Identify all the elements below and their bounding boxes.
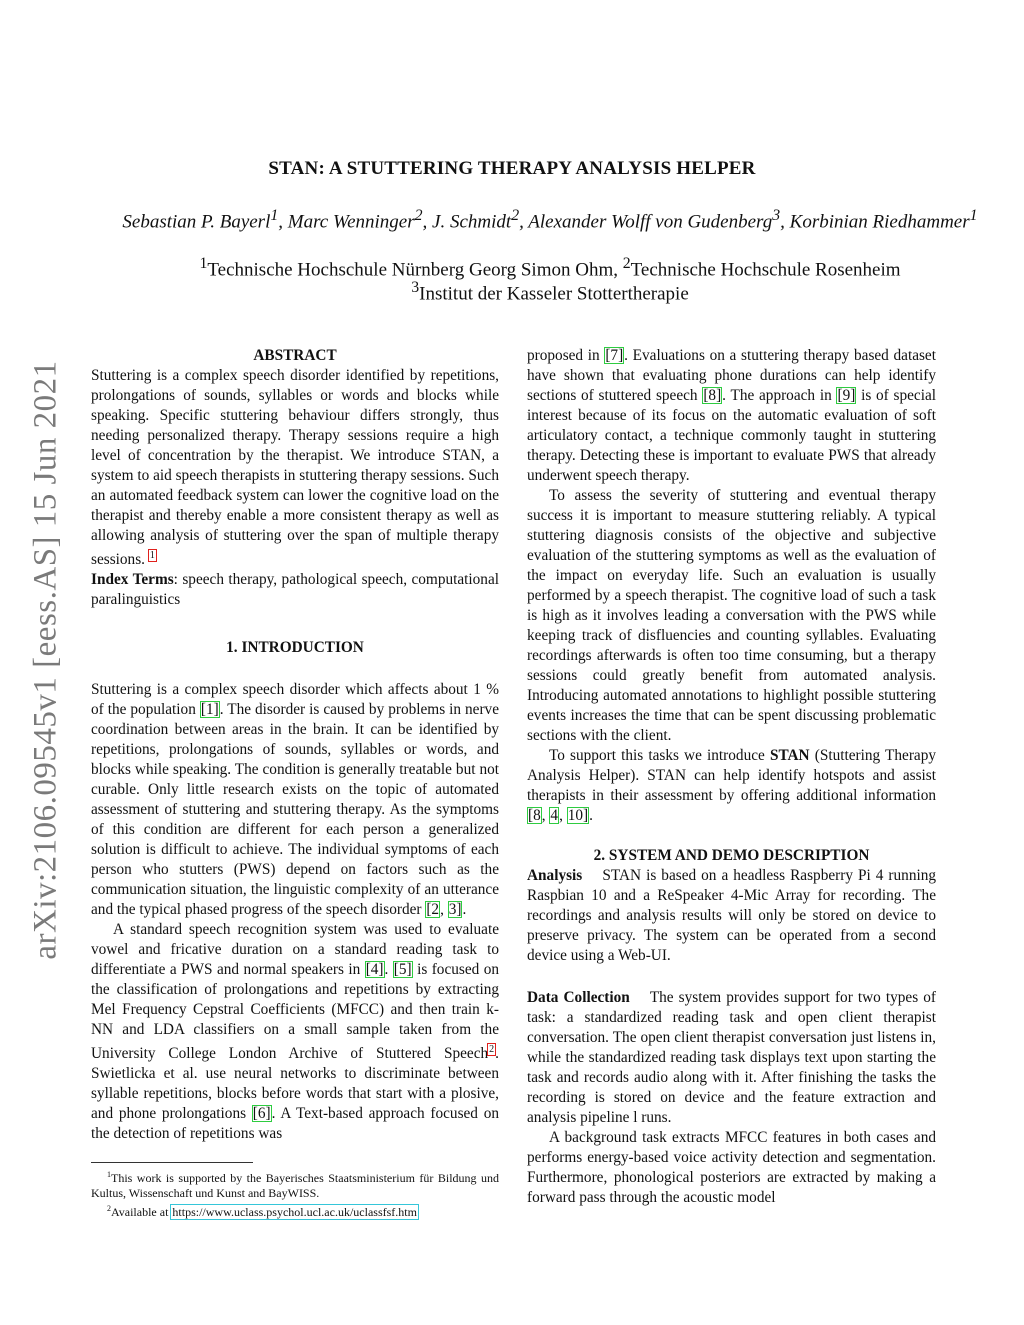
text: Stuttering is a complex speech disorder which affects about 1 % of the population — [91, 681, 499, 719]
footnote-sup: 1 — [107, 1170, 111, 1180]
abstract-body: Stuttering is a complex speech disorder identified by repetitions, prolongations of sounds, syllables or words and blocks while speaking. Specific stuttering behaviour differs strongly, thus needing personalized therapy. Therapy sessions require a high level of concentration by the therapist. We introduce STAN, a system to aid speech therapists in stuttering therapy sessions. Such an automated feedback system can lower the cognitive load on the therapist and thereby enable a more consistent therapy as well as allowing analysis of stuttering over the span of multiple therapy sessions. — [91, 367, 499, 569]
section-heading-system: 2. SYSTEM AND DEMO DESCRIPTION — [593, 847, 870, 864]
right-column — [527, 346, 936, 1208]
footnote-url-link[interactable]: https://www.uclass.psychol.ucl.ac.uk/uclassfsf.htm — [172, 1205, 417, 1220]
citation-link[interactable]: [8 — [528, 807, 541, 824]
affil-sup: 3 — [411, 279, 420, 296]
affil-text: Institut der Kasseler Stottertherapie — [419, 283, 689, 305]
text: . Evaluations on a stuttering therapy based dataset have shown that evaluating phone durations can help identify sections of stuttered speech — [527, 347, 936, 404]
text: A standard speech recognition system was used to evaluate vowel and fricative duration on a standard reading task to differentiate a PWS and normal speakers in — [91, 921, 499, 979]
author-list: Sebastian P. Bayerl$^1$, Marc Wenninger$^2$, J. Schmidt$^2$, Alexander Wolff von Gudenberg$^3$, Korbinian Riedhammer$^1$ — [122, 207, 978, 233]
citation-link[interactable]: [9] — [837, 387, 856, 404]
citation-link[interactable]: [5] — [393, 961, 412, 979]
index-terms — [91, 570, 499, 610]
intro-paragraph-1: Stuttering is a complex speech disorder which affects about 1 % of the population [1]. The disorder is caused by problems in nerve coordination between areas in the brain. It can be identified by repetitions, prolongations of sounds, syllables or words, and blocks while speaking. The condition is generally treatable but not curable. Only little research exists on the topic of automated assessment of stuttering and stuttering therapy. As the symptoms of this condition are different for each person a generalized solution is difficult to achieve. The individual symptoms of each person who stutters (PWS) depend on factors such as the communication situation, the linguistic complexity of an utterance and the typical phased progress of the speech disorder [2, 3]. — [91, 681, 499, 919]
abstract-heading: ABSTRACT — [253, 347, 337, 364]
footnote-sup: 2 — [107, 1204, 111, 1214]
analysis-label: Analysis — [527, 867, 583, 884]
text: is focused on the classification of prolongations and repetitions by extracting Mel Frequency Cepstral Coefficients (MFCC) and then train k-NN and LDA classifiers on a small sample taken from the University College London Archive of Stuttered Speech — [91, 961, 499, 1063]
text: . — [589, 807, 593, 824]
author-sup: 1 — [270, 207, 279, 224]
arxiv-stamp-text: arXiv:2106.09545v1 [eess.AS] 15 Jun 2021 — [27, 360, 64, 960]
arxiv-stamp — [18, 360, 74, 960]
affil-text: Technische Hochschule Rosenheim — [630, 259, 901, 281]
affil-text: Technische Hochschule Nürnberg Georg Simon Ohm, — [207, 259, 623, 281]
footnote-ref-1[interactable]: 1 — [149, 550, 155, 561]
right-paragraph-last: A background task extracts MFCC features in both cases and performs energy-based voice activity detection and segmentation. Furthermore, phonological posteriors are extracted by making a forward pass through the acoustic model — [527, 1129, 936, 1206]
text: (Stuttering Therapy Analysis Helper). STAN can help identify hotspots and assist therapists in their assessment by offering additional information — [527, 747, 936, 804]
affil-sup: 2 — [622, 255, 631, 272]
paper-title: STAN: A STUTTERING THERAPY ANALYSIS HELPER — [268, 158, 756, 179]
text: . The disorder is caused by problems in nerve coordination between areas in the brain. It can be identified by repetitions, prolongations of sounds, syllables or words, and blocks while speaking. The condition is generally treatable but not curable. Only little research exists on the topic of automated assessment of stuttering and stuttering therapy. As the symptoms of this condition are different for each person a generalized solution is difficult to achieve. The individual symptoms of each person who stutters (PWS) depend on factors such as the communication situation, the linguistic complexity of an utterance and the typical phased progress of the speech disorder — [91, 701, 499, 919]
author: Sebastian P. Bayerl — [122, 211, 271, 233]
author: J. Schmidt — [432, 211, 512, 233]
citation-link[interactable]: [6] — [252, 1105, 271, 1123]
footnote-text: This work is supported by the Bayerisches Staatsministerium für Bildung und Kultus, Wissenschaft und Kunst and BayWISS. — [91, 1171, 499, 1201]
author-sup: 2 — [511, 207, 520, 224]
index-terms-label: Index Terms — [91, 571, 174, 589]
footnote-divider — [91, 1162, 253, 1163]
text: . — [462, 901, 467, 919]
intro-paragraph-2 — [91, 920, 499, 1144]
analysis-paragraph — [527, 866, 936, 966]
author: Alexander Wolff von Gudenberg — [528, 211, 773, 233]
citation-link[interactable]: 10] — [567, 807, 589, 824]
abstract-text — [91, 366, 499, 570]
section-heading-introduction: 1. INTRODUCTION — [226, 639, 364, 657]
affil-sup: 1 — [199, 255, 208, 272]
text: . The approach in — [722, 387, 837, 404]
citation-link[interactable]: [7] — [605, 347, 624, 364]
text: . A Text-based approach focused on the detection of repetitions was — [91, 1105, 499, 1143]
citation-link[interactable]: [4] — [365, 961, 384, 979]
data-collection-text: The system provides support for two types of task: a standardized reading task and open client therapist conversation. The open client therapist conversation just listens in, while the standardized reading task displays text upon starting the task and records audio along with it. After finishing the tasks the recording is stored on device and the feature extraction and analysis pipeline l runs. — [527, 989, 936, 1126]
text: . — [384, 961, 393, 979]
data-collection-label: Data Collection — [527, 989, 630, 1006]
affiliation-line-1 — [120, 255, 980, 281]
affiliation-line-2 — [120, 279, 980, 305]
author: Korbinian Riedhammer — [789, 211, 970, 233]
left-column — [91, 346, 499, 1220]
text: is of special interest because of its focus on the automatic evaluation of soft articulatory contact, a technique commonly taught in stuttering therapy. Detecting these is important to evaluate PWS that already underwent speech therapy. — [527, 387, 936, 484]
citation-link[interactable]: [2 — [426, 901, 440, 919]
text: . Swietlicka et al. use neural networks to discriminate between syllable repetitions, blocks before words that start with a plosive, and phone prolongations — [91, 1045, 499, 1123]
author: Marc Wenninger — [287, 211, 415, 233]
citation-link[interactable]: 4 — [550, 807, 559, 824]
author-sup: 2 — [414, 207, 423, 224]
footnote-text: Available at — [111, 1205, 172, 1220]
text: To support this tasks we introduce — [549, 747, 770, 764]
citation-link[interactable]: 3] — [448, 901, 462, 919]
footnote-ref-2[interactable]: 2 — [489, 1044, 495, 1056]
data-collection-paragraph — [527, 988, 936, 1128]
right-paragraph-2: To assess the severity of stuttering and eventual therapy success it is important to measure stuttering reliably. A typical stuttering diagnosis consists of the objective and subjective evaluation of the stuttering symptoms as well as the evaluation of the impact on everyday life. Such an evaluation is usually performed by a speech therapist. The cognitive load of such a task is high as it involves leading a conversation with the PWS while keeping track of disfluencies and counting syllables. Evaluating recordings afterwards is often too time consuming, but a therapy sessions could greatly benefit from automated analysis. Introducing automated annotations to highlight possible stuttering events increases the time that can be spent discussing problematic sections with the client. — [527, 487, 936, 744]
footnote-1 — [91, 1167, 499, 1201]
author-sup: 3 — [772, 207, 781, 224]
text: proposed in — [527, 347, 605, 364]
citation-link[interactable]: [8] — [703, 387, 722, 404]
index-terms-text: : speech therapy, pathological speech, computational paralinguistics — [91, 571, 499, 609]
right-paragraph-3: To support this tasks we introduce STAN (Stuttering Therapy Analysis Helper). STAN can help identify hotspots and assist therapists in their assessment by offering additional information [8, 4, 10]. — [527, 747, 936, 824]
right-paragraph-1 — [527, 346, 936, 486]
analysis-text: STAN is based on a headless Raspberry Pi 4 running Raspbian 10 and a ReSpeaker 4-Mic Array for recording. The recordings and analysis results will only be stored on device to preserve privacy. The system can be operated from a second device using a Web-UI. — [527, 867, 937, 964]
footnote-2 — [91, 1201, 499, 1220]
stan-bold: STAN — [769, 747, 810, 764]
citation-link[interactable]: [1] — [200, 701, 219, 719]
author-sup: 1 — [969, 207, 978, 224]
